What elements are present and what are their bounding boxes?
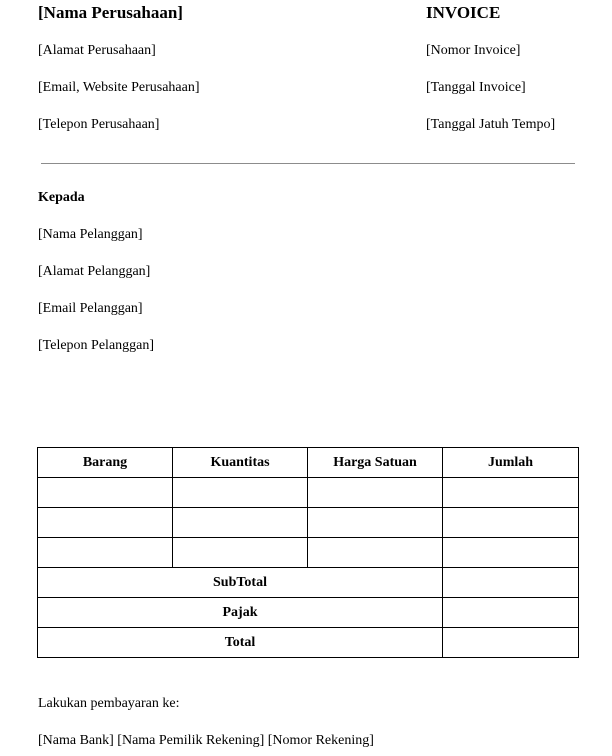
- table-cell[interactable]: [308, 478, 443, 508]
- invoice-title: INVOICE: [426, 3, 501, 22]
- table-row: [38, 538, 579, 568]
- company-phone: [Telepon Perusahaan]: [38, 117, 160, 132]
- recipient-heading: Kepada: [38, 190, 85, 205]
- subtotal-label: SubTotal: [38, 568, 443, 598]
- table-header-row: [38, 448, 579, 478]
- header-kuantitas: Kuantitas: [173, 448, 308, 478]
- table-cell[interactable]: [173, 508, 308, 538]
- table-cell[interactable]: [38, 538, 173, 568]
- total-label: Total: [38, 628, 443, 658]
- tax-label: Pajak: [38, 598, 443, 628]
- header-harga-satuan: Harga Satuan: [308, 448, 443, 478]
- recipient-email: [Email Pelanggan]: [38, 301, 143, 316]
- table-cell[interactable]: [308, 508, 443, 538]
- header-barang: Barang: [38, 448, 173, 478]
- table-cell[interactable]: [173, 478, 308, 508]
- tax-value[interactable]: [443, 598, 579, 628]
- table-cell[interactable]: [173, 538, 308, 568]
- table-cell[interactable]: [38, 508, 173, 538]
- table-cell[interactable]: [308, 538, 443, 568]
- invoice-number: [Nomor Invoice]: [426, 43, 521, 58]
- total-value[interactable]: [443, 628, 579, 658]
- total-row: [38, 628, 579, 658]
- company-address: [Alamat Perusahaan]: [38, 43, 156, 58]
- table-cell[interactable]: [443, 538, 579, 568]
- table-cell[interactable]: [38, 478, 173, 508]
- recipient-name: [Nama Pelanggan]: [38, 227, 143, 242]
- table-cell[interactable]: [443, 478, 579, 508]
- payment-details: [Nama Bank] [Nama Pemilik Rekening] [Nomor Rekening]: [38, 733, 374, 748]
- subtotal-row: [38, 568, 579, 598]
- table-cell[interactable]: [443, 508, 579, 538]
- header-jumlah: Jumlah: [443, 448, 579, 478]
- recipient-phone: [Telepon Pelanggan]: [38, 338, 155, 353]
- payment-instruction: Lakukan pembayaran ke:: [38, 696, 180, 711]
- subtotal-value[interactable]: [443, 568, 579, 598]
- tax-row: [38, 598, 579, 628]
- invoice-due-date: [Tanggal Jatuh Tempo]: [426, 117, 556, 132]
- company-email-website: [Email, Website Perusahaan]: [38, 80, 200, 95]
- invoice-date: [Tanggal Invoice]: [426, 80, 526, 95]
- table-row: [38, 478, 579, 508]
- header-divider: [41, 163, 575, 164]
- recipient-address: [Alamat Pelanggan]: [38, 264, 151, 279]
- table-row: [38, 508, 579, 538]
- company-name: [Nama Perusahaan]: [38, 3, 183, 22]
- items-table: [37, 447, 579, 658]
